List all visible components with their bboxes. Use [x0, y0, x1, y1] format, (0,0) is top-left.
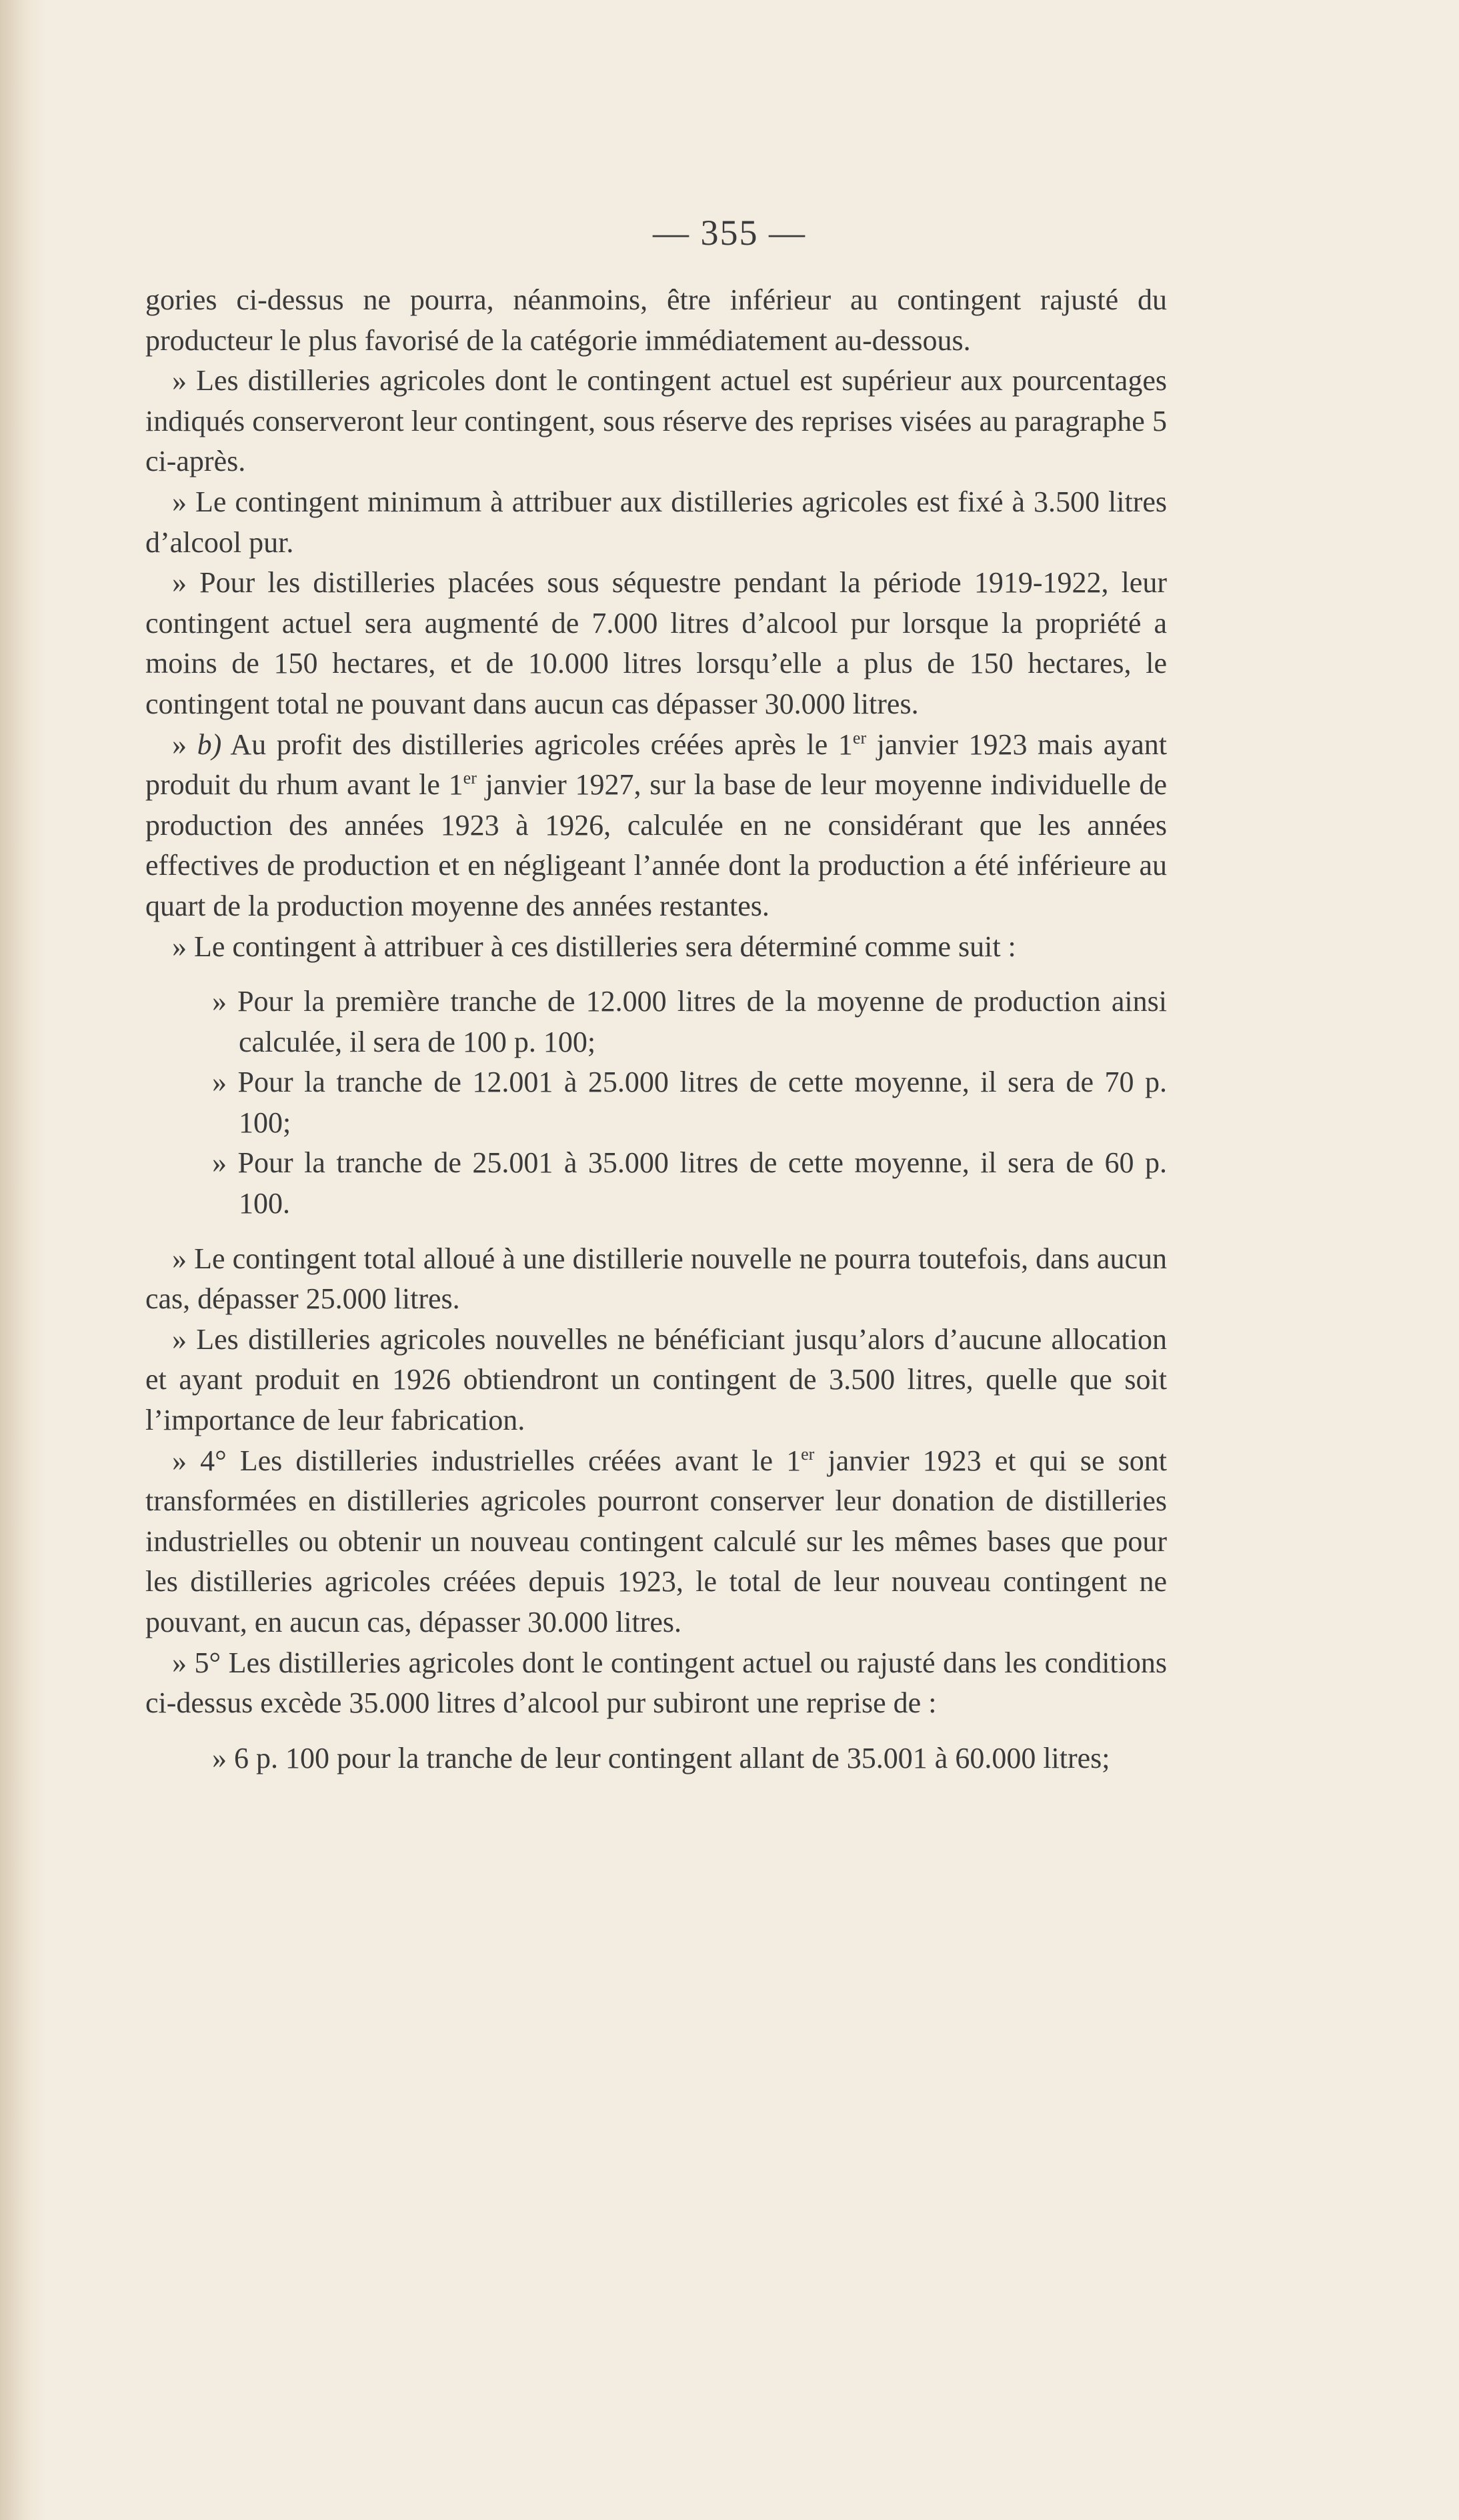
paragraph-minimum-contingent: » Le contingent minimum à attribuer aux distilleries agricoles est fixé à 3.500 litres d’alcool pur. — [145, 485, 1167, 559]
paragraph-new-distilleries-b — [145, 725, 1167, 927]
paragraph-industrial-distilleries — [145, 1441, 1167, 1643]
text-fragment: janvier 1923 et qui se sont transformées en distilleries agricoles pourront conserver leur donation de distilleries industrielles ou obtenir un nouveau contingent calculé sur les mêmes bases que pour les distilleries agricoles créées depuis 1923, le total de leur nouveau contingent ne pouvant, en aucun cas, dépasser 30.000 litres. — [145, 1444, 1167, 1638]
page-edge-shadow — [0, 0, 47, 2520]
text-fragment: Au profit des distilleries agricoles créées après le 1 — [221, 728, 853, 761]
text-fragment: » — [172, 728, 197, 761]
superscript-er: er — [463, 768, 477, 788]
superscript-er: er — [852, 728, 867, 748]
superscript-er: er — [801, 1444, 815, 1464]
tranche-item-3: » Pour la tranche de 25.001 à 35.000 litres de cette moyenne, il sera de 60 p. 100. — [212, 1146, 1167, 1220]
paragraph-continuation: gories ci-dessus ne pourra, néanmoins, être inférieur au contingent rajusté du producteur le plus favorisé de la catégorie immédiatement au-dessous. — [145, 283, 1167, 357]
paragraph-new-without-allocation: » Les distilleries agricoles nouvelles ne bénéficiant jusqu’alors d’aucune allocation et ayant produit en 1926 obtiendront un contingent de 3.500 litres, quelle que soit l’importance de leur fabrication. — [145, 1322, 1167, 1437]
item-letter-b: b) — [197, 728, 222, 761]
paragraph-distilleries-above-percentage: » Les distilleries agricoles dont le contingent actuel est supérieur aux pourcentages indiqués conserveront leur contingent, sous réserve des reprises visées au paragraphe 5 ci-après. — [145, 364, 1167, 478]
page-number: — 355 — — [653, 213, 806, 253]
text-fragment: janvier 1923 mais ayant produit du rhum avant le 1 — [145, 728, 1168, 802]
text-fragment: janvier 1927, sur la base de leur moyenne individuelle de production des années 1923 à 1926, calculée en ne considérant que les années effectives de production et en négligeant l’année dont la production a été inférieure au quart de la production moyenne des années restantes. — [145, 768, 1167, 922]
reprise-item-1: » 6 p. 100 pour la tranche de leur contingent allant de 35.001 à 60.000 litres; — [212, 1741, 1110, 1774]
tranche-item-2: » Pour la tranche de 12.001 à 25.000 litres de cette moyenne, il sera de 70 p. 100; — [212, 1066, 1167, 1139]
tranche-item-1: » Pour la première tranche de 12.000 litres de la moyenne de production ainsi calculée, il sera de 100 p. 100; — [212, 985, 1167, 1058]
paragraph-contingent-determination: » Le contingent à attribuer à ces distilleries sera déterminé comme suit : — [172, 930, 1016, 963]
body-text — [145, 280, 1167, 1778]
paragraph-reprise: » 5° Les distilleries agricoles dont le contingent actuel ou rajusté dans les conditions ci-dessus excède 35.000 litres d’alcool pur subiront une reprise de : — [145, 1646, 1167, 1720]
paragraph-total-allocation-limit: » Le contingent total alloué à une distillerie nouvelle ne pourra toutefois, dans aucun cas, dépasser 25.000 litres. — [145, 1242, 1167, 1316]
text-fragment: » 4° Les distilleries industrielles créées avant le 1 — [172, 1444, 802, 1477]
paragraph-sequestered-distilleries: » Pour les distilleries placées sous séquestre pendant la période 1919-1922, leur contingent actuel sera augmenté de 7.000 litres d’alcool pur lorsque la propriété a moins de 150 hectares, et de 10.000 litres lorsqu’elle a plus de 150 hectares, le contingent total ne pouvant dans aucun cas dépasser 30.000 litres. — [145, 566, 1167, 720]
